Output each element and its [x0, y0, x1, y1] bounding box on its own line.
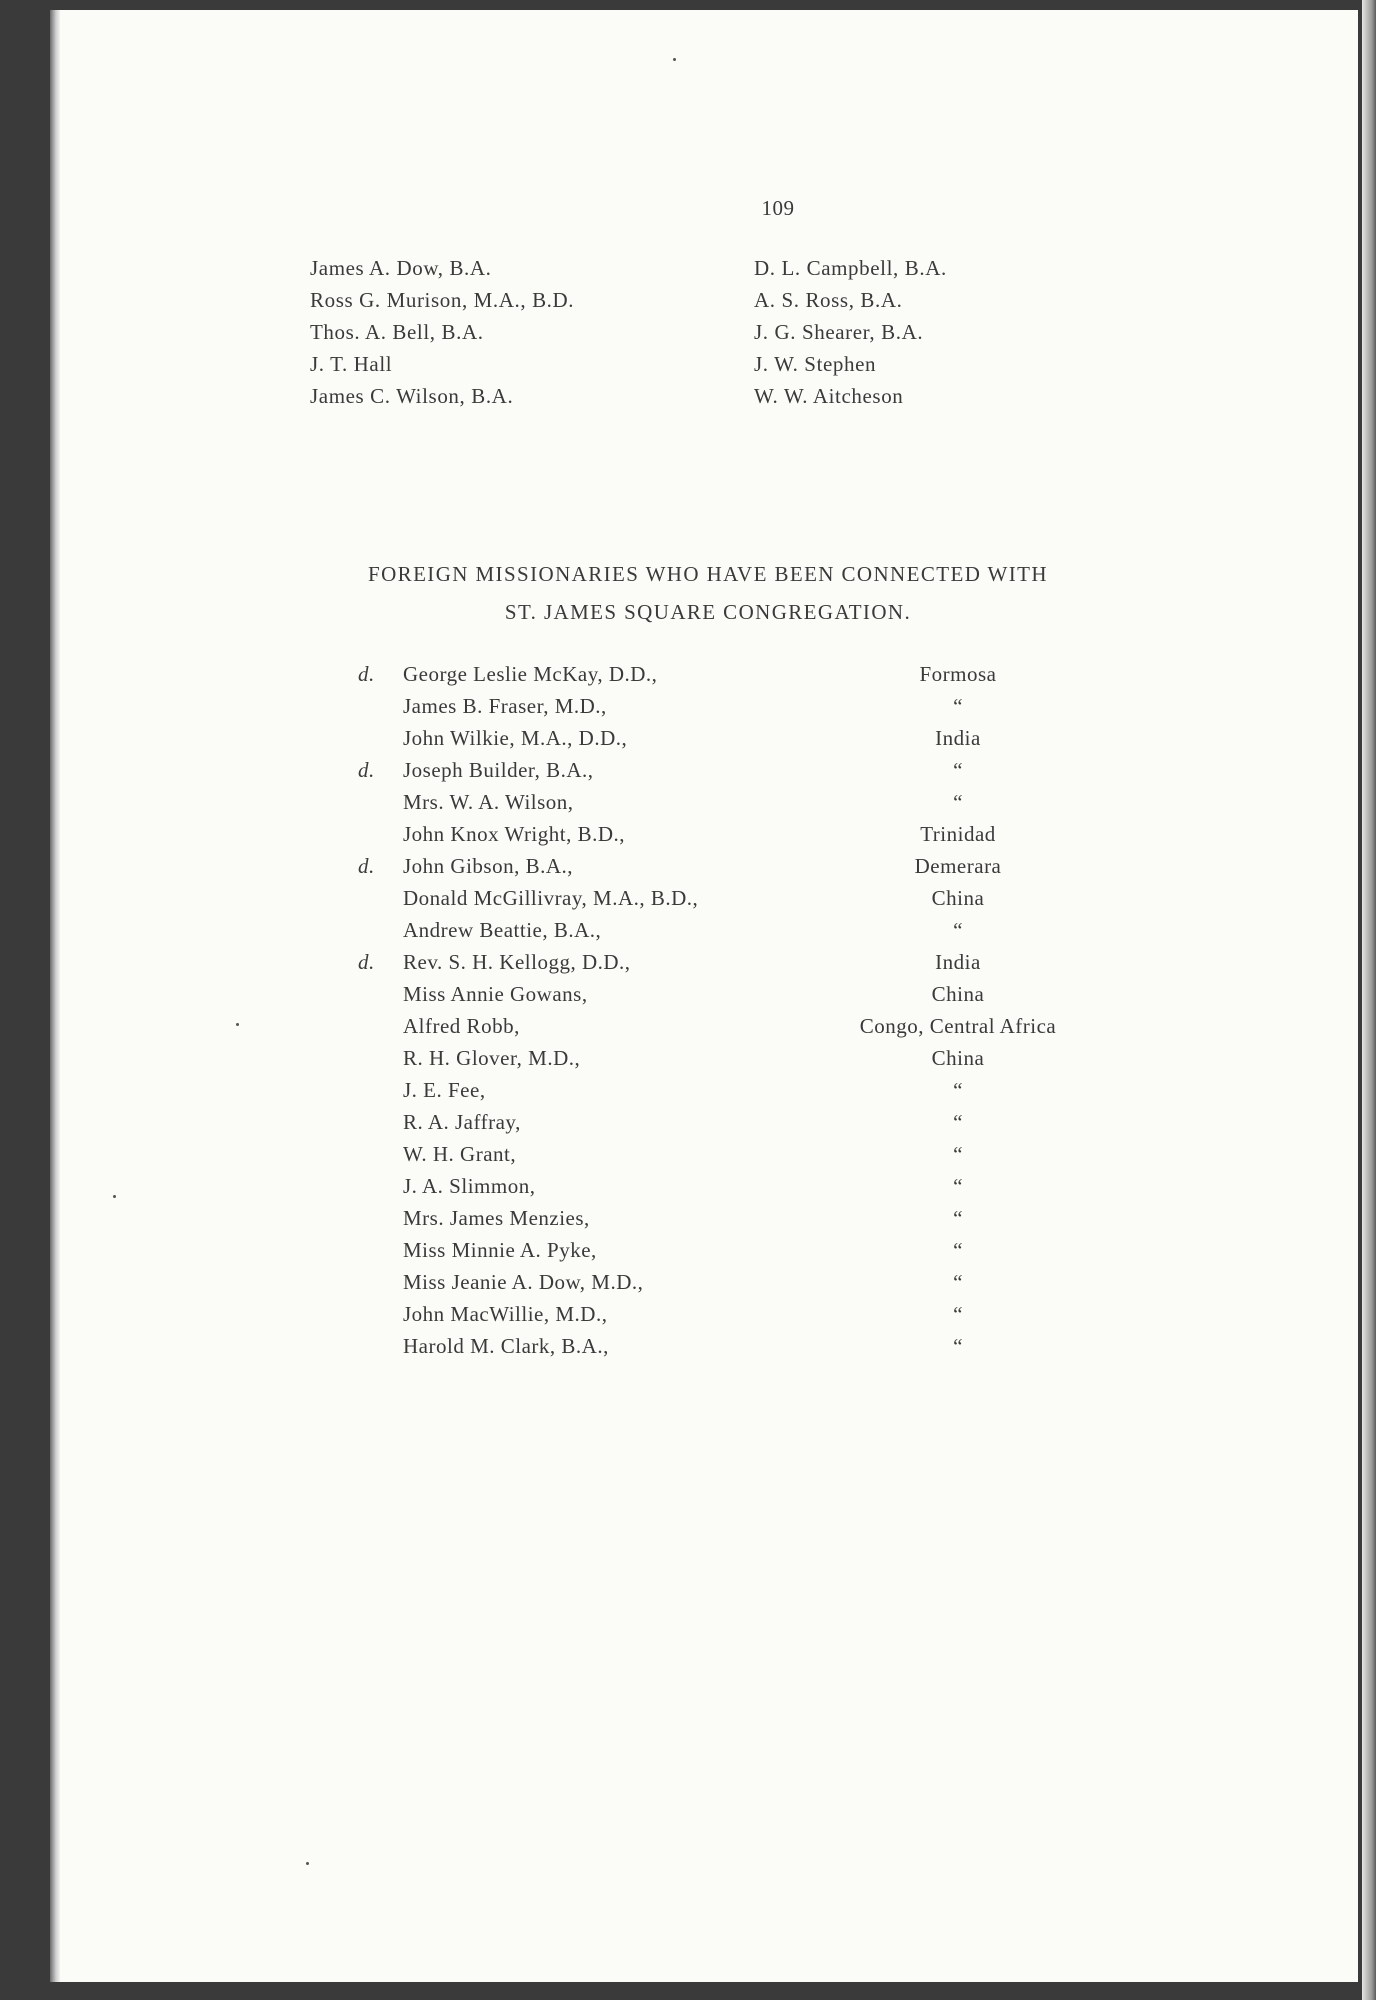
mission-field: “ — [953, 1078, 963, 1102]
section-heading-line-2: ST. JAMES SQUARE CONGREGATION. — [504, 600, 912, 624]
mission-field: “ — [953, 1142, 963, 1166]
binding-edge — [50, 10, 60, 1982]
name-entry: Thos. A. Bell, B.A. — [310, 320, 484, 344]
mission-field: China — [931, 982, 985, 1006]
name-entry: James C. Wilson, B.A. — [310, 384, 514, 408]
missionary-row — [358, 1330, 1158, 1362]
mission-field: “ — [953, 1110, 963, 1134]
mission-field: “ — [953, 758, 963, 782]
page-edge-shadow — [1362, 0, 1376, 2000]
missionary-row — [358, 1202, 1158, 1234]
mission-field: “ — [953, 1206, 963, 1230]
missionary-list — [358, 658, 1158, 1362]
deceased-mark: d. — [358, 950, 375, 974]
name-entry: Ross G. Murison, M.A., B.D. — [310, 288, 575, 312]
missionary-row — [358, 786, 1158, 818]
name-entry: J. G. Shearer, B.A. — [754, 320, 924, 344]
name-entry: James A. Dow, B.A. — [310, 256, 492, 280]
mission-field: “ — [953, 1270, 963, 1294]
missionary-row — [358, 978, 1158, 1010]
missionary-name: W. H. Grant, — [403, 1142, 517, 1166]
page-number: 109 — [761, 196, 795, 220]
missionary-row — [358, 1298, 1158, 1330]
missionary-name: R. H. Glover, M.D., — [403, 1046, 581, 1070]
missionary-name: Miss Annie Gowans, — [403, 982, 588, 1006]
missionary-name: Andrew Beattie, B.A., — [403, 918, 602, 942]
name-entry: J. T. Hall — [310, 352, 393, 376]
missionary-row — [358, 1266, 1158, 1298]
missionary-row — [358, 818, 1158, 850]
missionary-row — [358, 1042, 1158, 1074]
missionary-name: John MacWillie, M.D., — [403, 1302, 608, 1326]
mission-field: China — [931, 886, 985, 910]
missionary-name: Mrs. James Menzies, — [403, 1206, 590, 1230]
names-left-column — [310, 252, 574, 412]
missionary-name: R. A. Jaffray, — [403, 1110, 521, 1134]
mission-field: Demerara — [914, 854, 1002, 878]
mission-field: Trinidad — [920, 822, 996, 846]
mission-field: “ — [953, 1302, 963, 1326]
missionary-row — [358, 1170, 1158, 1202]
mission-field: Congo, Central Africa — [859, 1014, 1057, 1038]
name-entry: W. W. Aitcheson — [754, 384, 904, 408]
missionary-name: Donald McGillivray, M.A., B.D., — [403, 886, 699, 910]
name-entry: J. W. Stephen — [754, 352, 877, 376]
name-entry: D. L. Campbell, B.A. — [754, 256, 947, 280]
mission-field: Formosa — [919, 662, 997, 686]
mission-field: “ — [953, 694, 963, 718]
deceased-mark: d. — [358, 662, 375, 686]
missionary-name: Joseph Builder, B.A., — [403, 758, 594, 782]
missionary-row — [358, 1010, 1158, 1042]
missionary-name: Alfred Robb, — [403, 1014, 520, 1038]
scan-speck — [306, 1862, 309, 1865]
missionary-name: James B. Fraser, M.D., — [403, 694, 607, 718]
mission-field: China — [931, 1046, 985, 1070]
mission-field: “ — [953, 918, 963, 942]
missionary-name: John Knox Wright, B.D., — [403, 822, 626, 846]
mission-field: “ — [953, 790, 963, 814]
mission-field: “ — [953, 1174, 963, 1198]
missionary-row — [358, 882, 1158, 914]
missionary-row — [358, 690, 1158, 722]
missionary-row — [358, 1138, 1158, 1170]
section-heading-line-1: FOREIGN MISSIONARIES WHO HAVE BEEN CONNECTED WITH — [368, 562, 1048, 586]
missionary-name: Miss Jeanie A. Dow, M.D., — [403, 1270, 644, 1294]
section-heading — [208, 555, 1208, 631]
missionary-row — [358, 946, 1158, 978]
names-right-column — [754, 252, 947, 412]
mission-field: “ — [953, 1334, 963, 1358]
missionary-name: Harold M. Clark, B.A., — [403, 1334, 609, 1358]
deceased-mark: d. — [358, 854, 375, 878]
missionary-name: John Gibson, B.A., — [403, 854, 574, 878]
mission-field: India — [935, 950, 981, 974]
missionary-row — [358, 658, 1158, 690]
missionary-row — [358, 722, 1158, 754]
missionary-name: J. E. Fee, — [403, 1078, 486, 1102]
missionary-row — [358, 754, 1158, 786]
scan-speck — [113, 1195, 116, 1198]
scan-speck — [673, 58, 676, 61]
missionary-name: John Wilkie, M.A., D.D., — [403, 726, 628, 750]
deceased-mark: d. — [358, 758, 375, 782]
missionary-row — [358, 914, 1158, 946]
mission-field: India — [935, 726, 981, 750]
missionary-name: Mrs. W. A. Wilson, — [403, 790, 574, 814]
missionary-name: George Leslie McKay, D.D., — [403, 662, 658, 686]
missionary-row — [358, 850, 1158, 882]
missionary-name: J. A. Slimmon, — [403, 1174, 536, 1198]
name-entry: A. S. Ross, B.A. — [754, 288, 903, 312]
missionary-row — [358, 1074, 1158, 1106]
missionary-name: Miss Minnie A. Pyke, — [403, 1238, 597, 1262]
missionary-row — [358, 1234, 1158, 1266]
mission-field: “ — [953, 1238, 963, 1262]
missionary-name: Rev. S. H. Kellogg, D.D., — [403, 950, 631, 974]
scan-speck — [236, 1023, 239, 1026]
missionary-row — [358, 1106, 1158, 1138]
book-page — [58, 10, 1358, 1982]
